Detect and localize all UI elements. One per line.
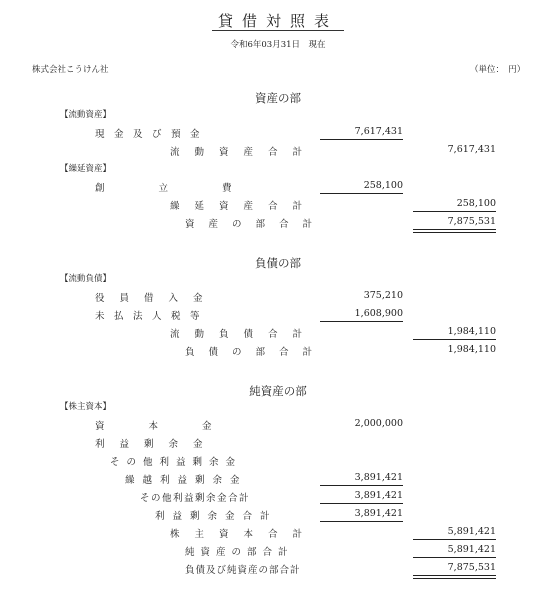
deferred-total-underline <box>413 211 496 212</box>
assets-total-value: 7,875,531 <box>447 216 496 227</box>
grand-total-double-underline <box>413 575 496 579</box>
grand-total-value: 7,875,531 <box>447 562 496 573</box>
founding-cost-label: 創立費 <box>95 183 286 194</box>
assets-total-label: 資産の部合計 <box>185 219 327 230</box>
liabilities-total-value: 1,984,110 <box>447 344 496 355</box>
deferred-assets-total-label: 繰延資産合計 <box>170 201 318 212</box>
retained-total-label: 利益剰余金合計 <box>155 511 278 522</box>
current-assets-total-value: 7,617,431 <box>447 144 496 155</box>
net-assets-total-label: 純資産の部合計 <box>185 547 294 558</box>
current-assets-label: 【流動資産】 <box>60 110 112 120</box>
capital-label: 資本金 <box>95 421 256 432</box>
founding-cost-value: 258,100 <box>363 180 403 191</box>
current-liabilities-label: 【流動負債】 <box>60 274 112 284</box>
assets-total-double-underline <box>413 229 496 233</box>
other-retained-total-value: 3,891,421 <box>354 490 403 501</box>
unpaid-tax-underline <box>320 321 403 322</box>
equity-heading: 純資産の部 <box>249 384 307 398</box>
carried-earnings-value: 3,891,421 <box>354 472 403 483</box>
company-name: 株式会社こうけん社 <box>32 65 109 75</box>
shareholders-equity-label: 【株主資本】 <box>60 402 112 412</box>
deferred-assets-total-value: 258,100 <box>456 198 496 209</box>
current-assets-total-label: 流動資産合計 <box>170 147 318 158</box>
current-liabilities-total-label: 流動負債合計 <box>170 329 318 340</box>
net-assets-total-underline <box>413 557 496 558</box>
liabilities-heading: 負債の部 <box>255 256 301 270</box>
carried-earnings-underline <box>320 485 403 486</box>
cash-label: 現金及び預金 <box>95 129 210 140</box>
unpaid-tax-value: 1,608,900 <box>354 308 403 319</box>
assets-heading: 資産の部 <box>255 91 301 105</box>
capital-value: 2,000,000 <box>354 418 403 429</box>
other-retained-label: その他利益剰余金 <box>110 457 243 468</box>
cash-value: 7,617,431 <box>354 126 403 137</box>
other-retained-total-underline <box>320 503 403 504</box>
current-liabilities-total-value: 1,984,110 <box>447 326 496 337</box>
founding-underline <box>320 193 403 194</box>
net-assets-total-value: 5,891,421 <box>447 544 496 555</box>
retained-total-value: 3,891,421 <box>354 508 403 519</box>
officer-loan-value: 375,210 <box>363 290 403 301</box>
retained-earnings-label: 利益剰余金 <box>95 439 218 450</box>
title-underline <box>212 30 344 31</box>
liabilities-total-label: 負債の部合計 <box>185 347 327 358</box>
grand-total-label: 負債及び純資産の部合計 <box>185 565 301 576</box>
retained-total-underline <box>320 521 403 522</box>
unpaid-tax-label: 未払法人税等 <box>95 311 210 322</box>
document-title: 貸借対照表 <box>217 12 338 30</box>
officer-loan-label: 役員借入金 <box>95 293 218 304</box>
cash-underline <box>320 139 403 140</box>
unit-label: （単位： 円） <box>470 65 526 75</box>
shareholders-total-value: 5,891,421 <box>447 526 496 537</box>
shareholders-total-underline <box>413 539 496 540</box>
report-date: 令和6年03月31日 現在 <box>230 40 326 50</box>
carried-earnings-label: 繰越利益剰余金 <box>125 475 248 486</box>
shareholders-total-label: 株主資本合計 <box>170 529 318 540</box>
other-retained-total-label: その他利益剰余金合計 <box>140 493 251 504</box>
current-liabilities-underline <box>413 339 496 340</box>
deferred-assets-label: 【繰延資産】 <box>60 164 112 174</box>
